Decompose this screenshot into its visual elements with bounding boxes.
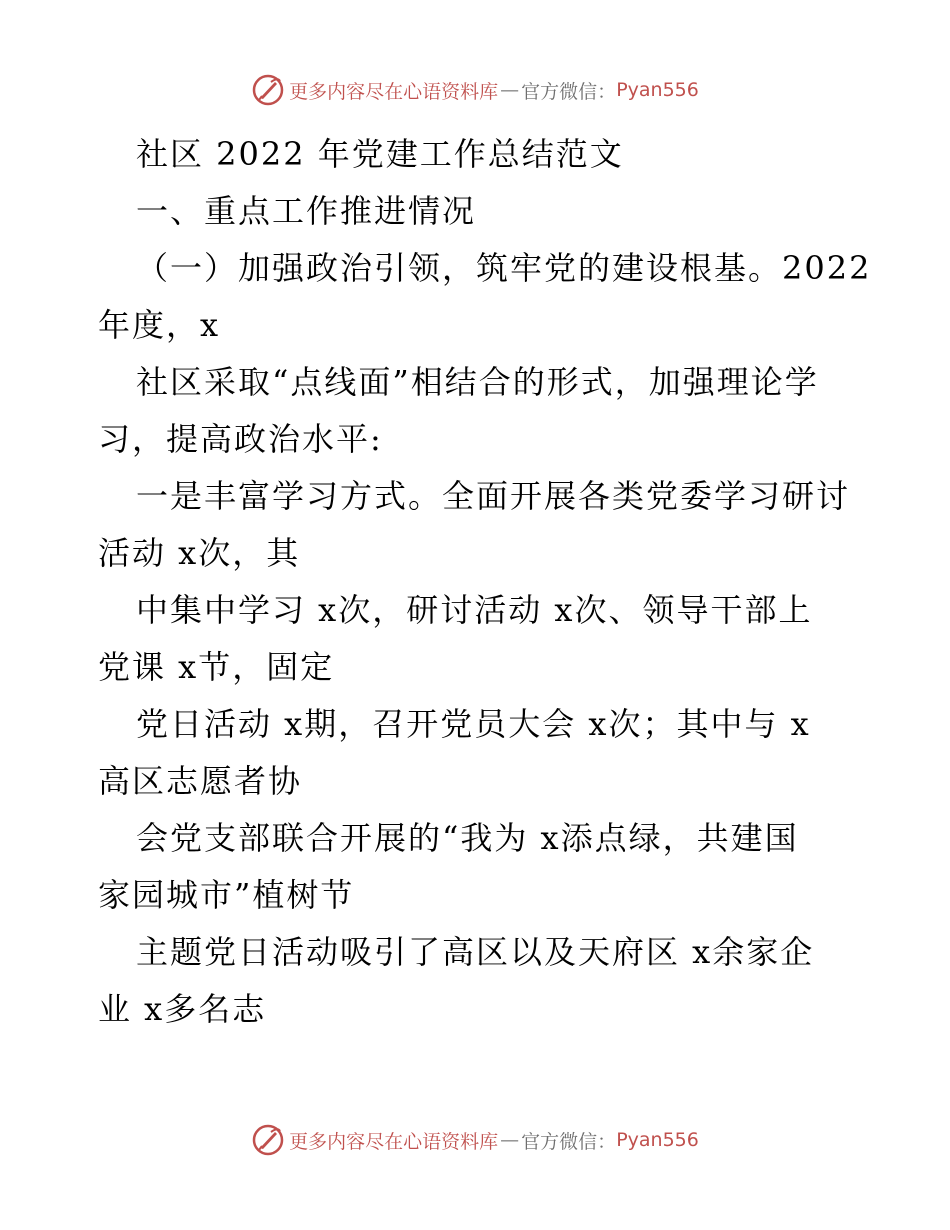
paragraph-line: 主题党日活动吸引了高区以及天府区 x余家企 [136, 933, 815, 971]
paragraph-line: 活动 x次，其 [98, 534, 301, 572]
banner-wechat-id: Pyan556 [616, 1129, 699, 1151]
paragraph-line: 社区采取“点线面”相结合的形式，加强理论学 [136, 363, 819, 401]
paragraph-line: 党日活动 x期，召开党员大会 x次；其中与 x [136, 705, 811, 743]
quill-logo-icon [251, 1123, 285, 1157]
banner-separator: — [500, 1129, 520, 1151]
banner-wechat-id: Pyan556 [616, 79, 699, 101]
paragraph-line: 业 x多名志 [98, 990, 267, 1028]
paragraph-line: 党课 x节，固定 [98, 648, 335, 686]
banner-separator: — [500, 79, 520, 101]
section-heading: 一、重点工作推进情况 [136, 192, 477, 230]
paragraph-line: 一是丰富学习方式。全面开展各类党委学习研讨 [136, 477, 851, 515]
paragraph-line: 高区志愿者协 [98, 762, 303, 800]
document-title: 社区 2022 年党建工作总结范文 [136, 135, 624, 173]
paragraph-line: 年度，x [98, 306, 221, 344]
banner-official-label: 官方微信： [521, 1130, 617, 1153]
paragraph-line: 家园城市”植树节 [98, 876, 355, 914]
header-watermark-banner [0, 70, 950, 110]
paragraph-line: 中集中学习 x次，研讨活动 x次、领导干部上 [136, 591, 813, 629]
footer-watermark-banner [0, 1120, 950, 1160]
paragraph-line: 会党支部联合开展的“我为 x添点绿，共建国 [136, 819, 799, 857]
paragraph-line: （一）加强政治引领，筑牢党的建设根基。2022 [136, 249, 872, 287]
quill-logo-icon [251, 73, 285, 107]
banner-brand-text: 更多内容尽在心语资料库 [289, 80, 499, 103]
paragraph-line: 习，提高政治水平: [98, 420, 383, 458]
banner-brand-text: 更多内容尽在心语资料库 [289, 1130, 499, 1153]
banner-official-label: 官方微信： [521, 80, 617, 103]
document-body [98, 126, 872, 1038]
